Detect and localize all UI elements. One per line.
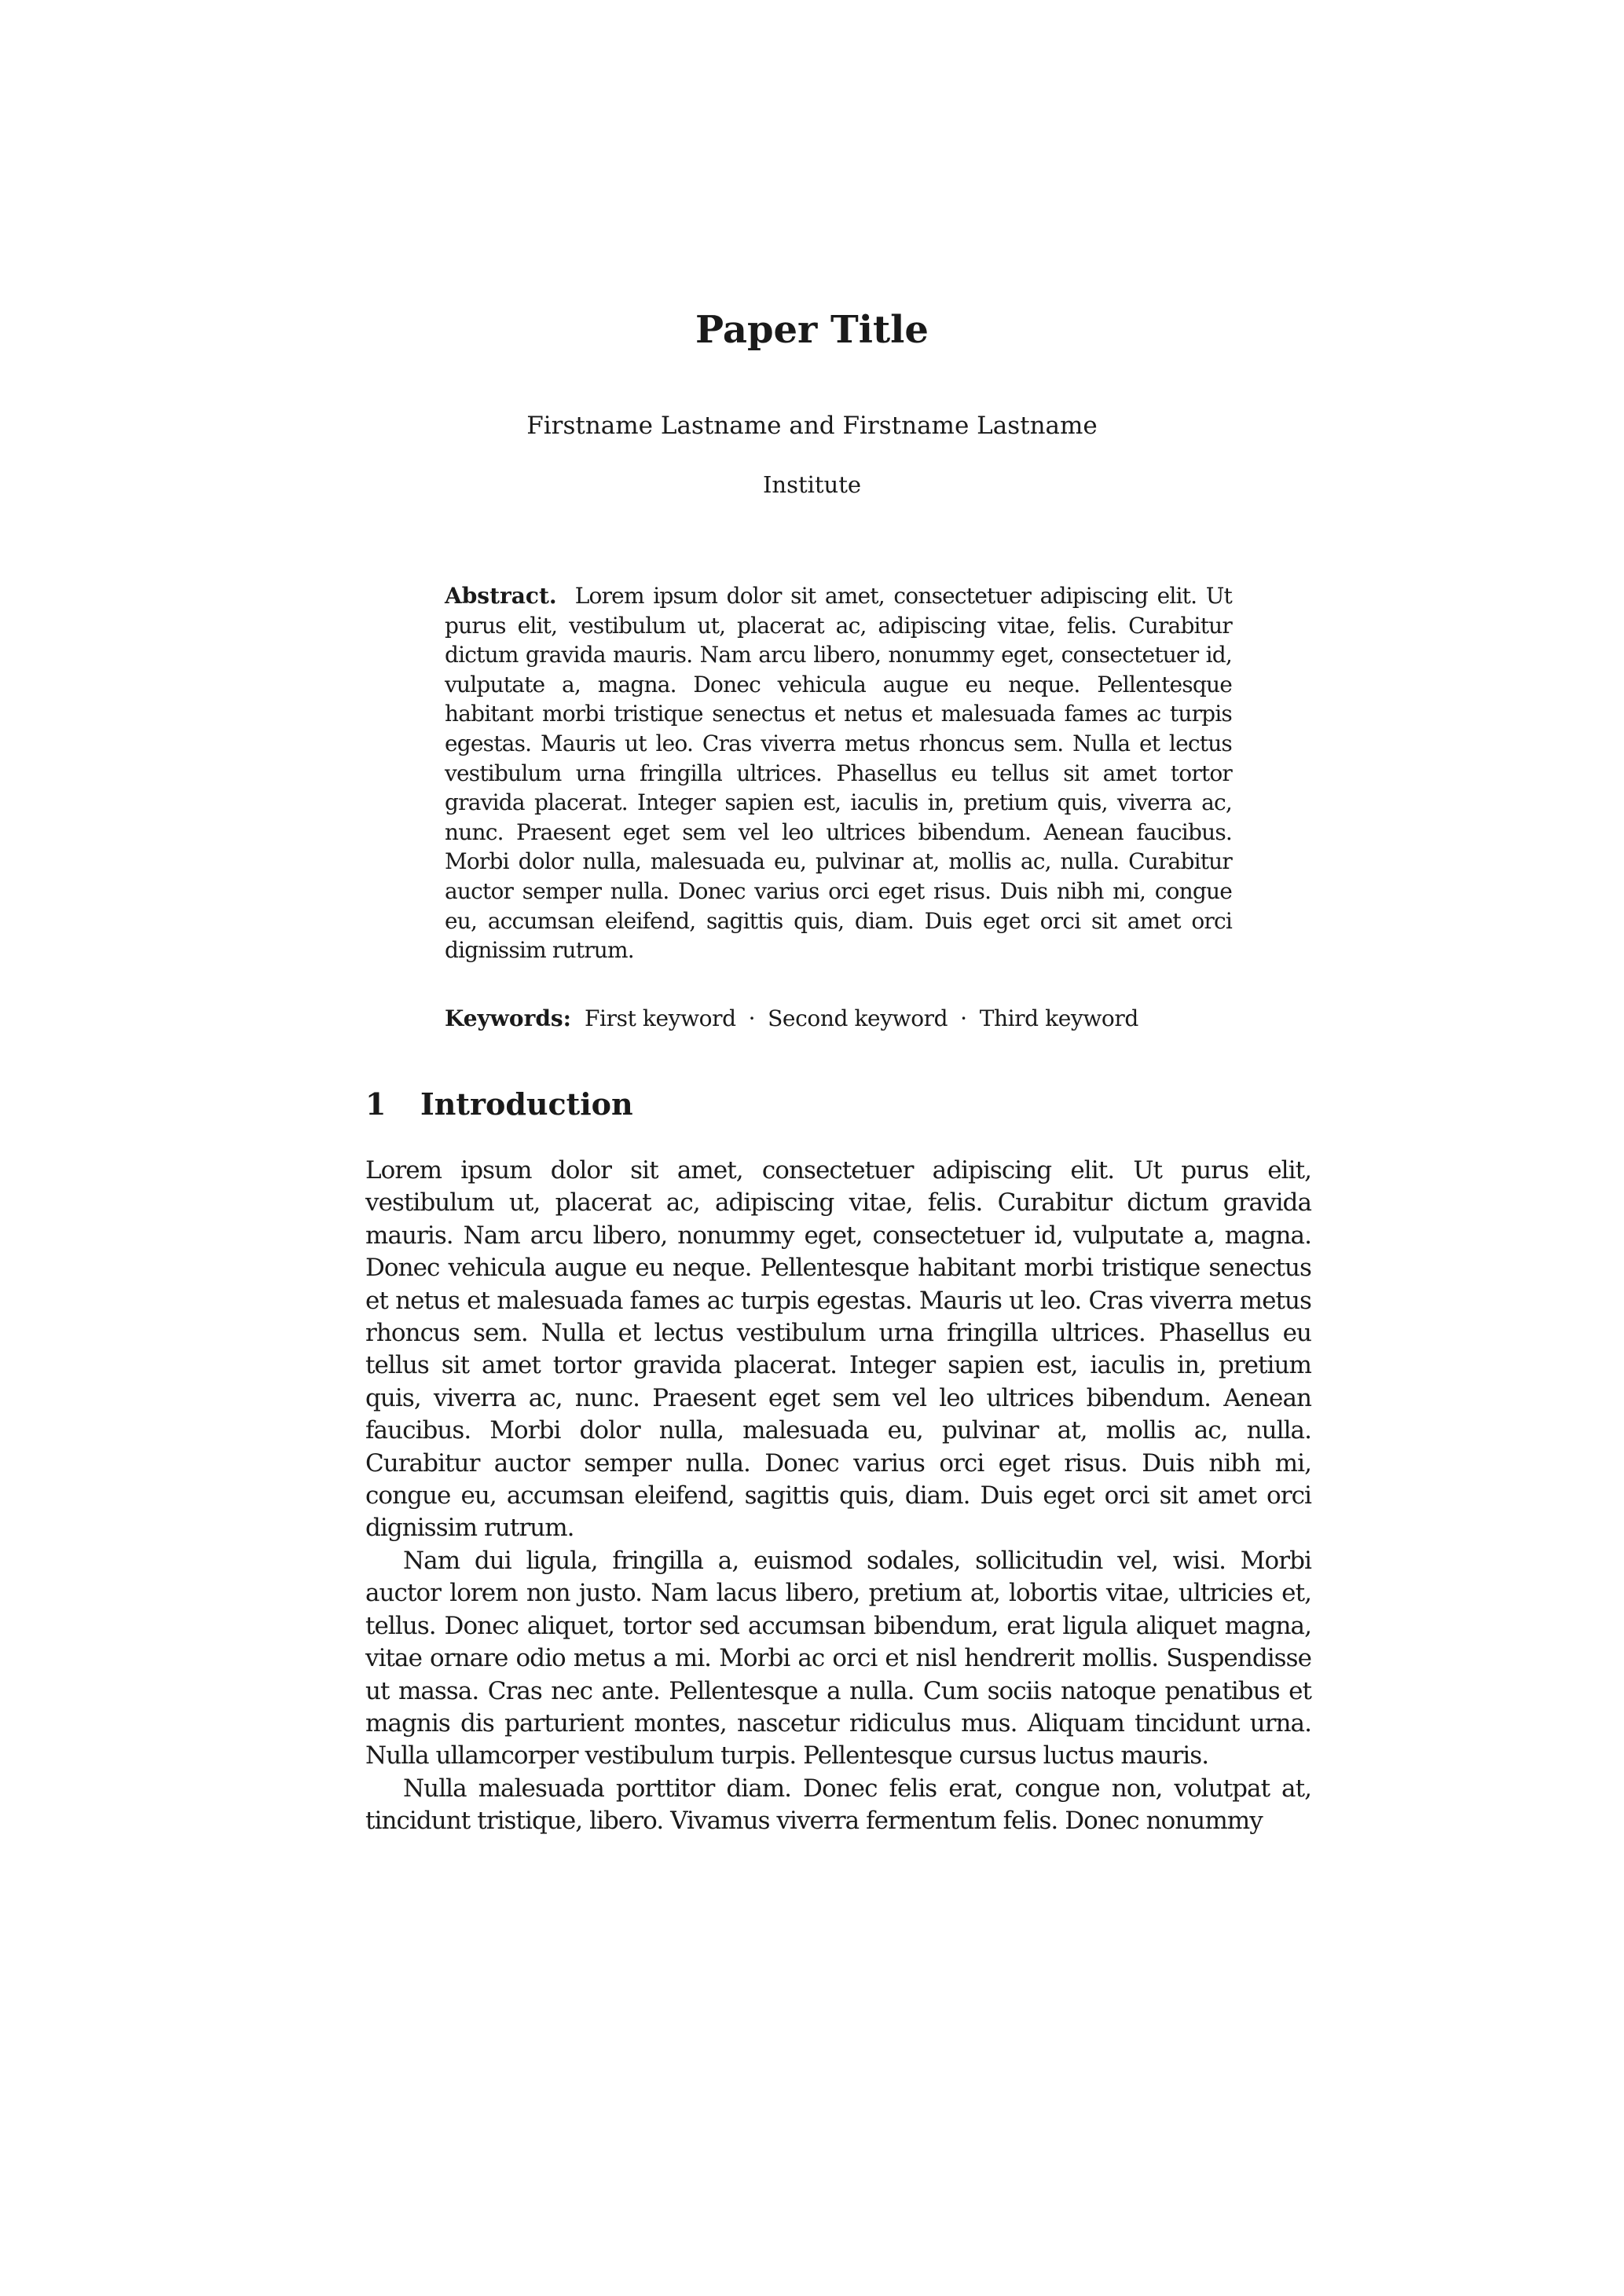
keywords-label: Keywords: <box>445 1005 572 1031</box>
body-paragraph: Nulla malesuada porttitor diam. Donec felis erat, congue non, volutpat at, tincidunt tristique, libero. Vivamus viverra fermentum felis. Donec nonummy <box>365 1774 1311 1836</box>
keywords-block <box>445 1004 1232 1034</box>
section-title: Introduction <box>420 1086 633 1122</box>
keyword-separator: · <box>748 1005 756 1031</box>
keyword-separator: · <box>960 1005 967 1031</box>
section-heading <box>365 1084 1311 1125</box>
abstract-block <box>445 581 1232 965</box>
institute-affiliation: Institute <box>762 471 862 498</box>
abstract-label: Abstract. <box>445 583 557 609</box>
body-paragraph: Nam dui ligula, fringilla a, euismod sodales, sollicitudin vel, wisi. Morbi auctor lorem non justo. Nam lacus libero, pretium at, lobortis vitae, ultricies et, tellus. Donec aliquet, tortor sed accumsan bibendum, erat ligula aliquet magna, vitae ornare odio metus a mi. Morbi ac orci et nisl hendrerit mollis. Suspendisse ut massa. Cras nec ante. Pellentesque a nulla. Cum sociis natoque penatibus et magnis dis parturient montes, nascetur ridiculus mus. Aliquam tincidunt urna. Nulla ullamcorper vestibulum turpis. Pellentesque cursus luctus mauris. <box>365 1546 1311 1771</box>
abstract-text: Lorem ipsum dolor sit amet, consectetuer adipiscing elit. Ut purus elit, vestibulum ut, placerat ac, adipiscing vitae, felis. Curabitur dictum gravida mauris. Nam arcu libero, nonummy eget, consectetuer id, vulputate a, magna. Donec vehicula augue eu neque. Pellentesque habitant morbi tristique senectus et netus et malesuada fames ac turpis egestas. Mauris ut leo. Cras viverra metus rhoncus sem. Nulla et lectus vestibulum urna fringilla ultrices. Phasellus eu tellus sit amet tortor gravida placerat. Integer sapien est, iaculis in, pretium quis, viverra ac, nunc. Praesent eget sem vel leo ultrices bibendum. Aenean faucibus. Morbi dolor nulla, malesuada eu, pulvinar at, mollis ac, nulla. Curabitur auctor semper nulla. Donec varius orci eget risus. Duis nibh mi, congue eu, accumsan eleifend, sagittis quis, diam. Duis eget orci sit amet orci dignissim rutrum. <box>445 583 1233 964</box>
keyword-item: First keyword <box>585 1005 736 1031</box>
paper-title: Paper Title <box>695 308 929 352</box>
author-list: Firstname Lastname and Firstname Lastname <box>526 412 1098 440</box>
body-paragraph: Lorem ipsum dolor sit amet, consectetuer adipiscing elit. Ut purus elit, vestibulum ut, placerat ac, adipiscing vitae, felis. Curabitur dictum gravida mauris. Nam arcu libero, nonummy eget, consectetuer id, vulputate a, magna. Donec vehicula augue eu neque. Pellentesque habitant morbi tristique senectus et netus et malesuada fames ac turpis egestas. Mauris ut leo. Cras viverra metus rhoncus sem. Nulla et lectus vestibulum urna fringilla ultrices. Phasellus eu tellus sit amet tortor gravida placerat. Integer sapien est, iaculis in, pretium quis, viverra ac, nunc. Praesent eget sem vel leo ultrices bibendum. Aenean faucibus. Morbi dolor nulla, malesuada eu, pulvinar at, mollis ac, nulla. Curabitur auctor semper nulla. Donec varius orci eget risus. Duis nibh mi, congue eu, accumsan eleifend, sagittis quis, diam. Duis eget orci sit amet orci dignissim rutrum. <box>365 1156 1311 1543</box>
keyword-item: Third keyword <box>979 1005 1138 1031</box>
keyword-item: Second keyword <box>768 1005 948 1031</box>
section-body <box>365 1155 1311 1838</box>
section-number: 1 <box>365 1086 387 1122</box>
